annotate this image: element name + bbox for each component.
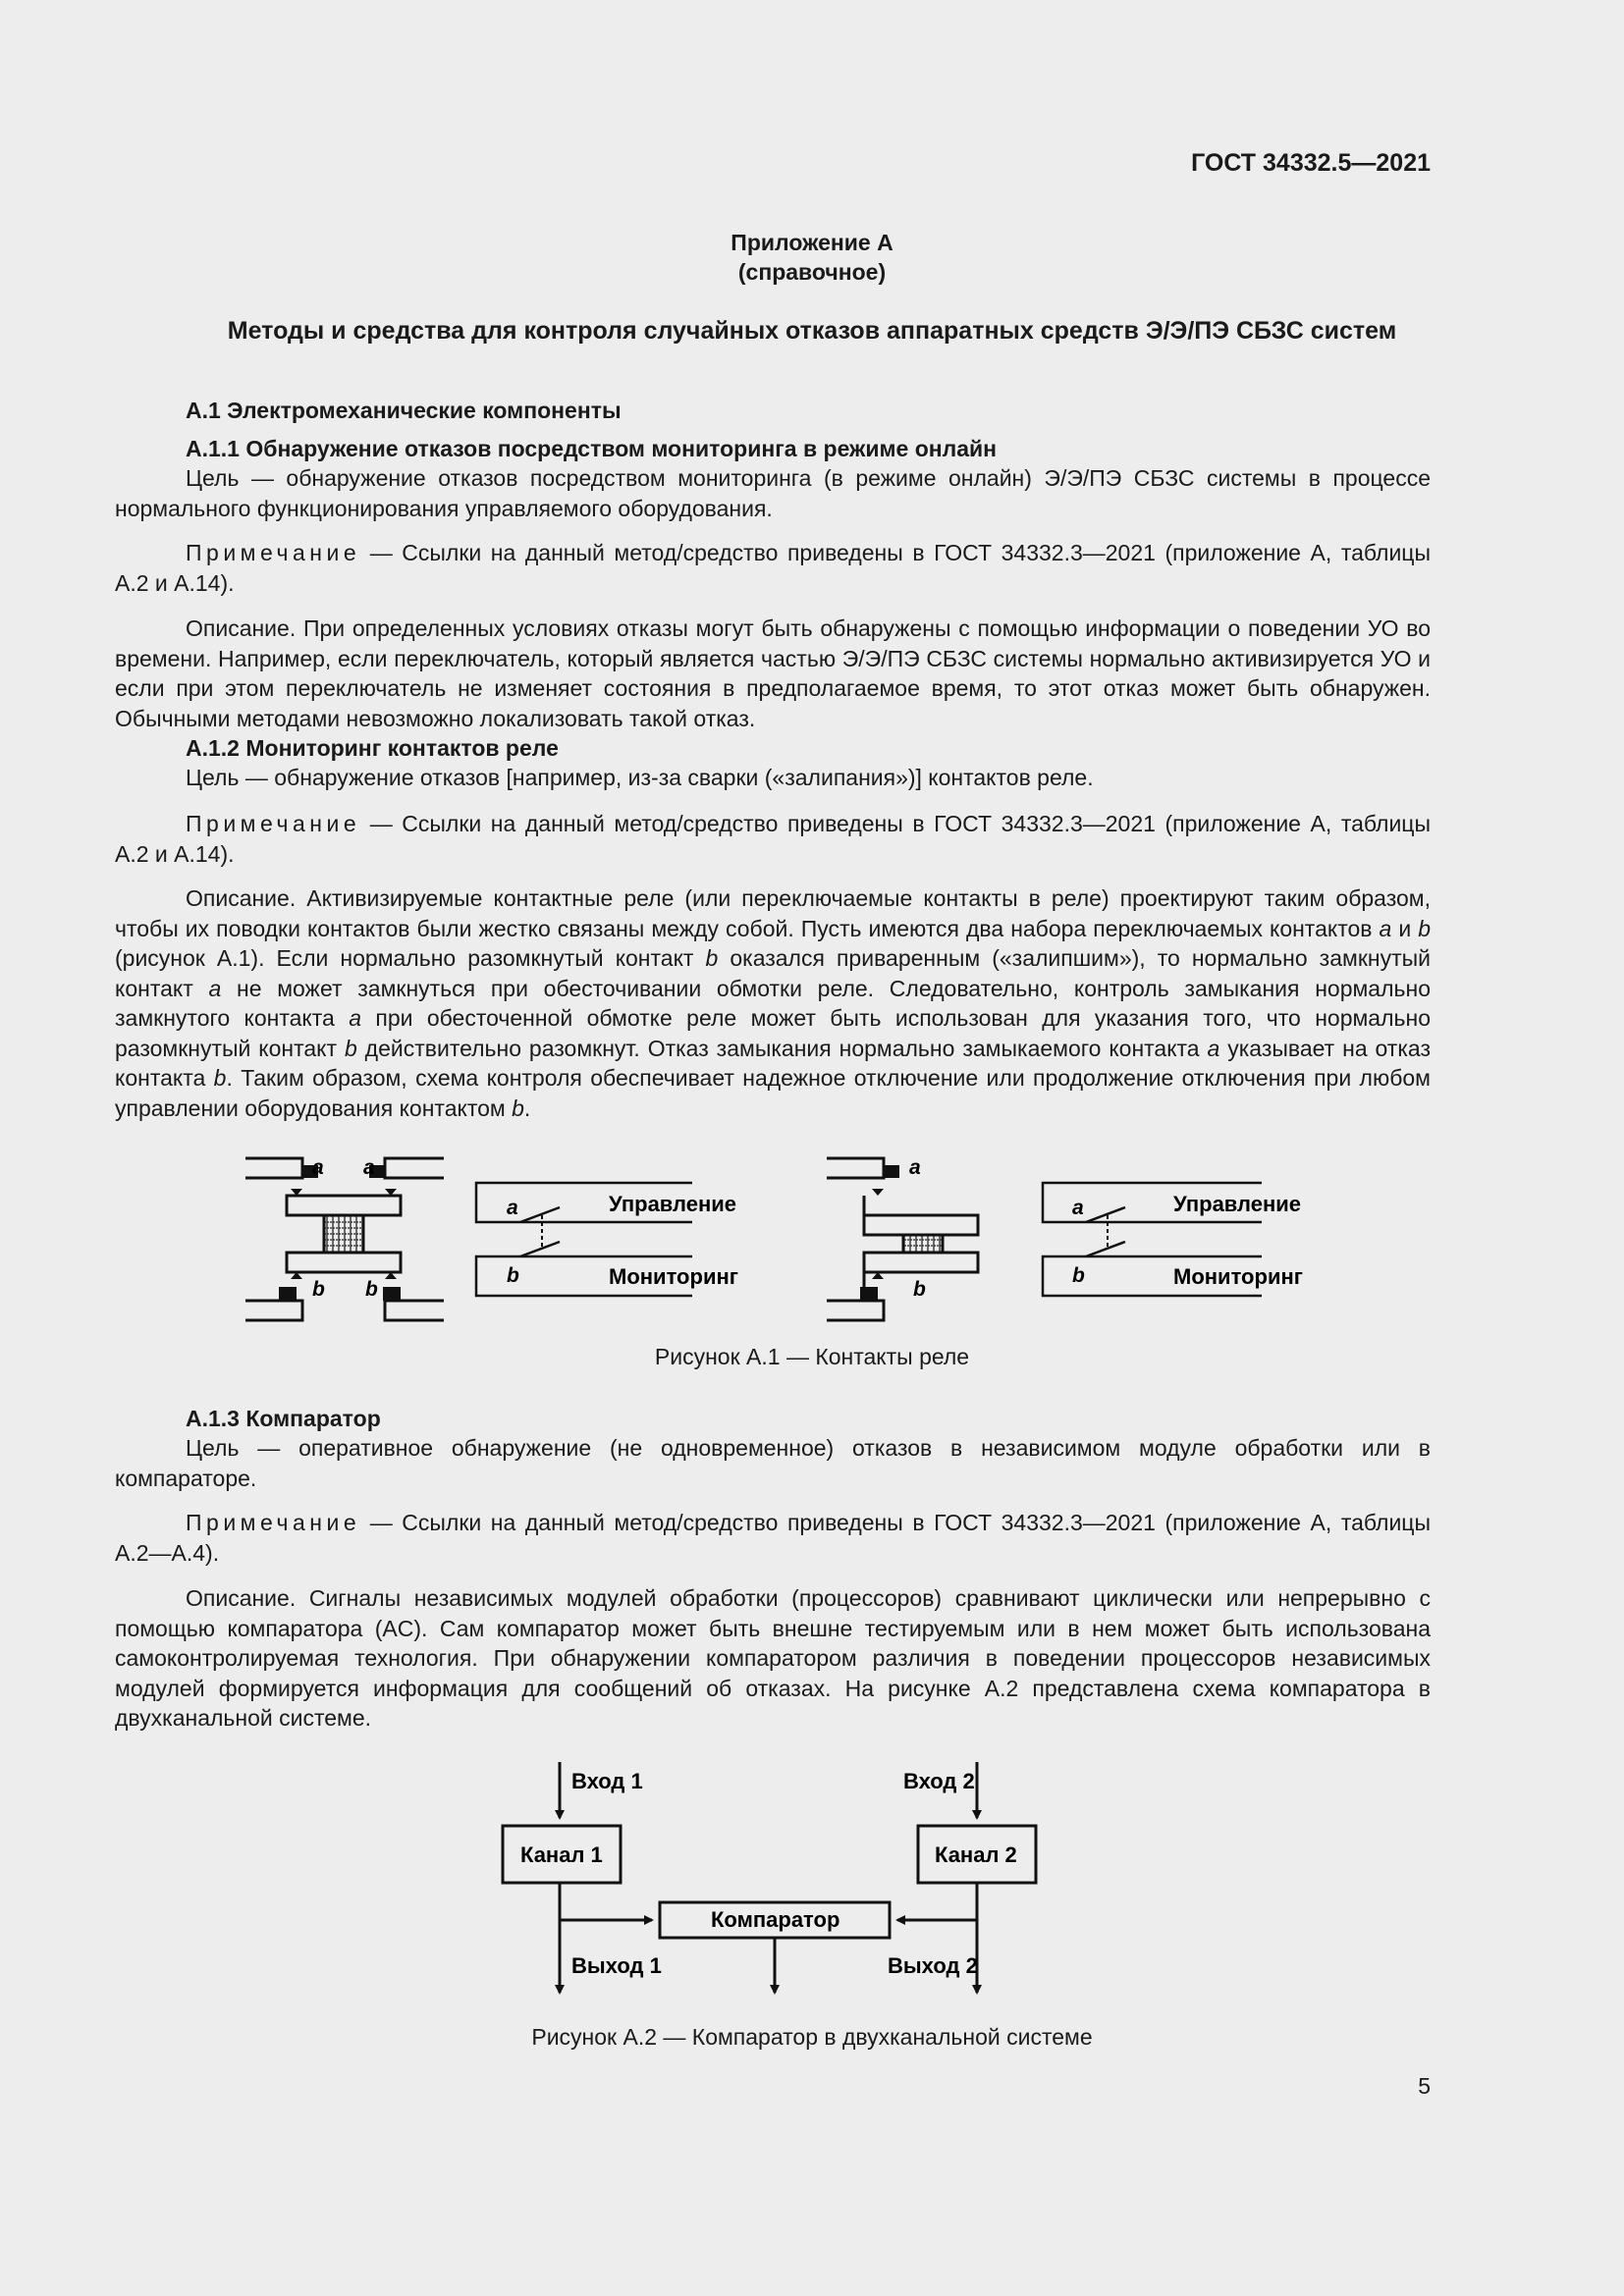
label-control: Управление xyxy=(1173,1192,1302,1216)
section-a11-title: А.1.1 Обнаружение отказов посредством мониторинга в режиме онлайн xyxy=(186,436,998,461)
label-monitoring: Мониторинг xyxy=(1173,1264,1303,1289)
section-a13-title: А.1.3 Компаратор xyxy=(186,1406,381,1431)
contact-b-label: b xyxy=(1072,1264,1085,1287)
annex-title: Приложение А xyxy=(731,230,893,255)
note-text: — Ссылки на данный метод/средство приведены в ГОСТ 34332.3—2021 (приложение А, таблицы А.2 и А.14). xyxy=(115,811,1431,867)
input-1-label: Вход 1 xyxy=(571,1769,643,1793)
label-control: Управление xyxy=(609,1192,737,1216)
label-monitoring: Мониторинг xyxy=(609,1264,738,1289)
note-text: — Ссылки на данный метод/средство приведены в ГОСТ 34332.3—2021 (приложение А, таблицы А.2 и А.14). xyxy=(115,540,1431,596)
contact-a-label: a xyxy=(312,1156,324,1179)
a13-note xyxy=(115,1508,1431,1568)
figure-a1-caption: Рисунок А.1 — Контакты реле xyxy=(654,1344,970,1369)
a12-note xyxy=(115,809,1431,869)
annex-heading xyxy=(0,228,1624,287)
note-label: Примечание xyxy=(186,811,361,836)
input-2-label: Вход 2 xyxy=(903,1769,975,1793)
note-label: Примечание xyxy=(186,540,361,565)
contact-a-label: a xyxy=(507,1197,518,1219)
output-1-label: Выход 1 xyxy=(571,1953,662,1978)
channel-1-label: Канал 1 xyxy=(520,1842,603,1867)
figure-a2-caption: Рисунок А.2 — Компаратор в двухканальной системе xyxy=(531,2024,1093,2050)
a13-description: Описание. Сигналы независимых модулей обработки (процессоров) сравнивают циклически или непрерывно с помощью компаратора (AC). Сам компаратор может быть внешне тестируемым или в нем может быть использована самоконтролируемая технология. При обнаружении компаратором различия в поведении процессоров независимых модулей формируется информация для сообщений об отказах. На рисунке А.2 представлена схема компаратора в двухканальной системе. xyxy=(115,1585,1431,1731)
contact-b-label: b xyxy=(365,1278,378,1301)
contact-a-label: a xyxy=(909,1156,921,1179)
contact-b-label: b xyxy=(507,1264,519,1287)
a11-description: Описание. При определенных условиях отказы могут быть обнаружены с помощью информации о поведении УО во времени. Например, если переключатель, который является частью Э/Э/ПЭ СБЗС системы нормально активизируется УО и если при этом переключатель не изменяет состояния в предполагаемое время, то этот отказ может быть обнаружен. Обычными методами невозможно локализовать такой отказ. xyxy=(115,615,1431,731)
a13-goal: Цель — оперативное обнаружение (не одновременное) отказов в независимом модуле обработки или в компараторе. xyxy=(115,1435,1431,1491)
a12-description: Описание. Активизируемые контактные реле (или переключаемые контакты в реле) проектируют таким образом, чтобы их поводки контактов были жестко связаны между собой. Пусть имеются два набора переключаемых контактов a и b (рисунок А.1). Если нормально разомкнутый контакт b оказался приваренным («залипшим»), то нормально замкнутый контакт a не может замкнуться при обесточивании обмотки реле. Следовательно, контроль замыкания нормально замкнутого контакта a при обесточенной обмотке реле может быть использован для указания того, что нормально разомкнутый контакт b действительно разомкнут. Отказ замыкания нормально замыкаемого контакта a указывает на отказ контакта b. Таким образом, схема контроля обеспечивает надежное отключение или продолжение отключения при любом управлении оборудования контактом b. xyxy=(115,885,1431,1121)
output-2-label: Выход 2 xyxy=(888,1953,978,1978)
contact-a-label: a xyxy=(363,1156,375,1179)
figure-a2-comparator xyxy=(491,1757,1041,2002)
channel-2-label: Канал 2 xyxy=(935,1842,1017,1867)
figure-a1-relay-contacts xyxy=(236,1148,1326,1330)
note-label: Примечание xyxy=(186,1510,361,1535)
contact-a-label: a xyxy=(1072,1197,1084,1219)
main-title: Методы и средства для контроля случайных отказов аппаратных средств Э/Э/ПЭ СБЗС систем xyxy=(227,317,1397,345)
contact-b-label: b xyxy=(913,1278,926,1301)
a11-note xyxy=(115,538,1431,598)
section-a1-title: А.1 Электромеханические компоненты xyxy=(186,398,622,423)
contact-b-label: b xyxy=(312,1278,325,1301)
section-a12-title: А.1.2 Мониторинг контактов реле xyxy=(186,735,559,761)
annex-subtitle: (справочное) xyxy=(737,259,887,285)
page-number: 5 xyxy=(1418,2073,1431,2099)
comparator-label: Компаратор xyxy=(711,1907,840,1932)
note-text: — Ссылки на данный метод/средство приведены в ГОСТ 34332.3—2021 (приложение А, таблицы А.2—А.4). xyxy=(115,1510,1431,1566)
a12-goal: Цель — обнаружение отказов [например, из-за сварки («залипания»)] контактов реле. xyxy=(186,765,1094,790)
a11-goal: Цель — обнаружение отказов посредством мониторинга (в режиме онлайн) Э/Э/ПЭ СБЗС системы в процессе нормального функционирования управляемого оборудования. xyxy=(115,465,1431,521)
document-number: ГОСТ 34332.5—2021 xyxy=(1191,149,1431,177)
